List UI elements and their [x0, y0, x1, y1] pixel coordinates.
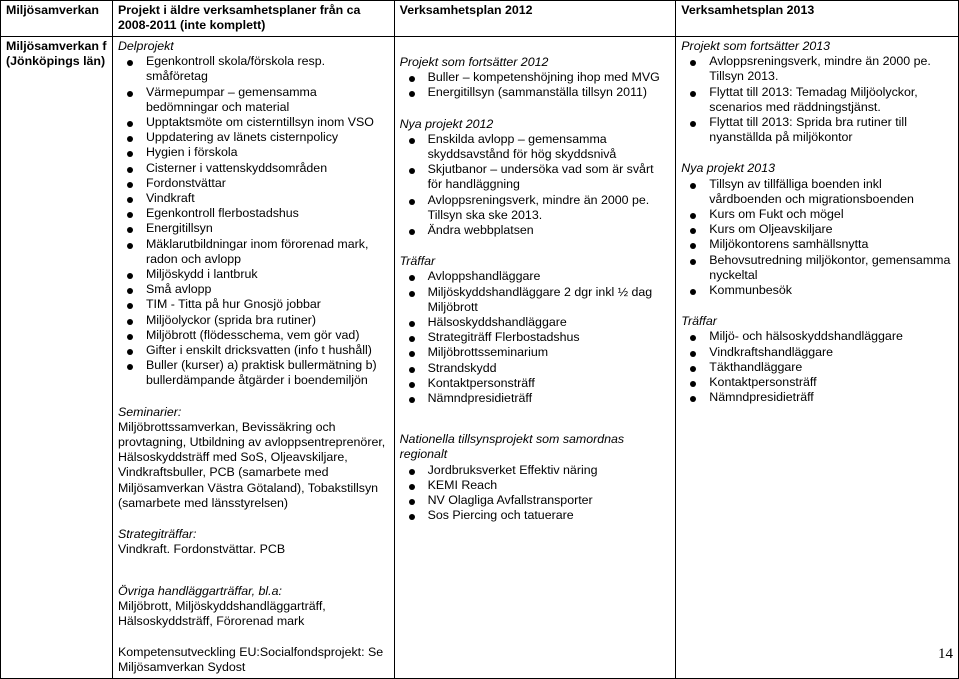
ovriga-text: Miljöbrott, Miljöskyddshandläggarträff, Hälsoskyddsträff, Förorenad mark — [117, 598, 326, 628]
delprojekt-list — [118, 54, 389, 388]
plan-2012-cell — [394, 37, 676, 679]
list-item: Energitillsyn (sammanställa tillsyn 2011) — [428, 85, 671, 100]
seminarier-heading: Seminarier: — [117, 404, 182, 419]
nya-2013-heading: Nya projekt 2013 — [681, 161, 775, 176]
list-item: Kurs om Oljeavskiljare — [709, 222, 953, 237]
nationella-heading: Nationella tillsynsprojekt som samordnas regionalt — [399, 432, 625, 462]
list-item: Strandskydd — [428, 361, 671, 376]
list-item: Mäklarutbildningar inom förorenad mark, radon och avlopp — [146, 237, 389, 267]
list-item: Vindkraftshandläggare — [709, 345, 953, 360]
list-item: Miljöolyckor (sprida bra rutiner) — [146, 313, 389, 328]
nya-2012-heading: Nya projekt 2012 — [399, 116, 494, 131]
header-col2: Projekt i äldre verksamhetsplaner från ca 2008-2011 (inte komplett) — [112, 1, 394, 37]
list-item: Energitillsyn — [146, 221, 389, 236]
list-item: Ändra webbplatsen — [428, 223, 671, 238]
list-item: Miljöbrott (flödesschema, vem gör vad) — [146, 328, 389, 343]
list-item: Enskilda avlopp – gemensamma skyddsavstånd för hög skyddsnivå — [428, 132, 671, 162]
list-item: Egenkontroll flerbostadshus — [146, 206, 389, 221]
traffar-2013-heading: Träffar — [681, 314, 717, 329]
list-item: Nämndpresidieträff — [709, 390, 953, 405]
header-col1: Miljösamverkan — [1, 1, 113, 37]
list-item: Vindkraft — [146, 191, 389, 206]
list-item: Hygien i förskola — [146, 145, 389, 160]
fortsatter-2012-heading: Projekt som fortsätter 2012 — [399, 55, 549, 69]
list-item: Tillsyn av tillfälliga boenden inkl vårdboenden och migrationsboenden — [709, 177, 953, 207]
list-item: Flyttat till 2013: Temadag Miljöolyckor, scenarios med räddningstjänst. — [709, 85, 953, 115]
list-item: Skjutbanor – undersöka vad som är svårt för handläggning — [428, 162, 671, 192]
list-item: Uppdatering av länets cisternpolicy — [146, 130, 389, 145]
list-item: Kommunbesök — [709, 283, 953, 298]
list-item: Gifter i enskilt dricksvatten (info t hushåll) — [146, 343, 389, 358]
list-item: Kontaktpersonsträff — [709, 375, 953, 390]
header-col3: Verksamhetsplan 2012 — [394, 1, 676, 37]
list-item: Miljö- och hälsoskyddshandläggare — [709, 329, 953, 344]
list-item: Täkthandläggare — [709, 360, 953, 375]
list-item: Miljökontorens samhällsnytta — [709, 237, 953, 252]
kompetens-text: Kompetensutveckling EU:Socialfondsprojekt: Se Miljösamverkan Sydost — [117, 645, 384, 675]
list-item: NV Olagliga Avfallstransporter — [428, 493, 671, 508]
traffar-2012-list — [400, 269, 671, 406]
fortsatter-2013-list — [681, 54, 953, 145]
list-item: Fordonstvättar — [146, 176, 389, 191]
page-number: 14 — [938, 646, 953, 662]
list-item: Nämndpresidieträff — [428, 391, 671, 406]
strategi-text: Vindkraft. Fordonstvättar. PCB — [117, 542, 286, 557]
list-item: Avloppshandläggare — [428, 269, 671, 284]
list-item: Sos Piercing och tatuerare — [428, 508, 671, 523]
list-item: Jordbruksverket Effektiv näring — [428, 463, 671, 478]
delprojekt-heading: Delprojekt — [117, 39, 174, 53]
strategi-heading: Strategiträffar: — [117, 527, 197, 542]
list-item: Avloppsreningsverk, mindre än 2000 pe. Tillsyn ska ske 2013. — [428, 193, 671, 223]
list-item: Miljöbrottsseminarium — [428, 345, 671, 360]
list-item: Miljöskydd i lantbruk — [146, 267, 389, 282]
list-item: Små avlopp — [146, 282, 389, 297]
list-item: Egenkontroll skola/förskola resp. småföretag — [146, 54, 389, 84]
list-item: Buller – kompetenshöjning ihop med MVG — [428, 70, 671, 85]
plan-2013-cell — [676, 37, 959, 679]
list-item: Upptaktsmöte om cisterntillsyn inom VSO — [146, 115, 389, 130]
older-projects-cell — [112, 37, 394, 679]
ovriga-heading: Övriga handläggarträffar, bl.a: — [117, 583, 282, 598]
list-item: Kontaktpersonsträff — [428, 376, 671, 391]
list-item: Miljöskyddshandläggare 2 dgr inkl ½ dag Miljöbrott — [428, 285, 671, 315]
nya-2013-list — [681, 177, 953, 299]
list-item: Avloppsreningsverk, mindre än 2000 pe. Tillsyn 2013. — [709, 54, 953, 84]
list-item: Cisterner i vattenskyddsområden — [146, 161, 389, 176]
list-item: Behovsutredning miljökontor, gemensamma nyckeltal — [709, 253, 953, 283]
traffar-2012-heading: Träffar — [399, 254, 436, 269]
traffar-2013-list — [681, 329, 953, 405]
fortsatter-2013-heading: Projekt som fortsätter 2013 — [681, 39, 831, 53]
list-item: Hälsoskyddshandläggare — [428, 315, 671, 330]
list-item: Buller (kurser) a) praktisk bullermätning b) bullerdämpande åtgärder i boendemiljön — [146, 358, 389, 388]
nya-2012-list — [400, 132, 671, 238]
list-item: Värmepumpar – gemensamma bedömningar och material — [146, 85, 389, 115]
list-item: Strategiträff Flerbostadshus — [428, 330, 671, 345]
list-item: Kurs om Fukt och mögel — [709, 207, 953, 222]
list-item: Flyttat till 2013: Sprida bra rutiner till nyanställda på miljökontor — [709, 115, 953, 145]
org-label: Miljösamverkan f (Jönköpings län) — [1, 37, 113, 679]
header-row — [1, 1, 959, 37]
nationella-list — [400, 463, 671, 524]
fortsatter-2012-list — [400, 70, 671, 100]
header-col4: Verksamhetsplan 2013 — [676, 1, 959, 37]
list-item: TIM - Titta på hur Gnosjö jobbar — [146, 297, 389, 312]
content-row — [1, 37, 959, 679]
list-item: KEMI Reach — [428, 478, 671, 493]
seminarier-text: Miljöbrottssamverkan, Bevissäkring och provtagning, Utbildning av avloppsentreprenörer, Hälsoskyddsträff med SoS, Oljeavskiljare, Vindkraftsbuller, PCB (samarbete med Miljösamverkan Västra Götaland), Tobakstillsyn (samarbete med länsstyrelsen) — [117, 419, 386, 510]
